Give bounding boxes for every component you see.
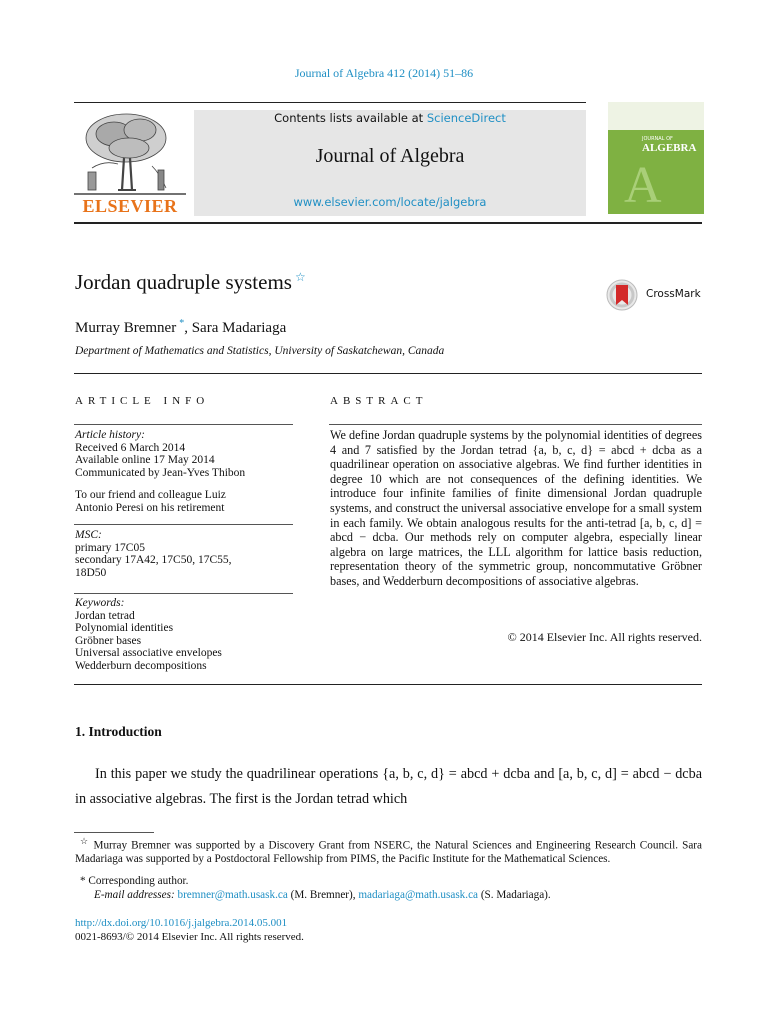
dedication-line: To our friend and colleague Luiz — [75, 489, 226, 501]
article-history — [75, 429, 297, 479]
crossmark-icon — [606, 279, 638, 311]
keywords-section — [75, 597, 297, 672]
keyword-item: Gröbner bases — [75, 634, 142, 647]
elsevier-logo — [74, 108, 186, 216]
affiliation-rule — [74, 373, 702, 374]
available-date: Available online 17 May 2014 — [75, 454, 215, 466]
msc-rule — [74, 524, 293, 525]
keyword-item: Wedderburn decompositions — [75, 659, 207, 672]
funding-footnote — [75, 835, 702, 866]
dedication — [75, 489, 297, 514]
elsevier-tree-icon — [74, 108, 186, 204]
email-footnote — [94, 889, 551, 902]
section-heading-introduction: 1. Introduction — [75, 724, 162, 739]
keyword-item: Polynomial identities — [75, 622, 174, 634]
crossmark-label: CrossMark — [646, 288, 701, 300]
affiliation: Department of Mathematics and Statistics, University of Saskatchewan, Canada — [75, 345, 445, 357]
author-separator: , — [184, 320, 192, 336]
article-title — [75, 270, 306, 295]
article-info-rule — [74, 424, 293, 425]
corresponding-footnote — [80, 875, 188, 888]
corresponding-author-mark[interactable]: * — [179, 318, 185, 329]
front-matter-rule — [74, 684, 702, 685]
title-text: Jordan quadruple systems — [75, 270, 292, 294]
keyword-item: Universal associative envelopes — [75, 647, 222, 659]
corresponding-text: Corresponding author. — [88, 875, 189, 887]
journal-url-link[interactable]: www.elsevier.com/locate/jalgebra — [293, 195, 487, 209]
cover-title-small: JOURNAL OF — [642, 136, 673, 142]
journal-cover — [608, 102, 704, 214]
email-bremner-link[interactable]: bremner@math.usask.ca — [177, 889, 288, 901]
elsevier-wordmark: ELSEVIER — [82, 196, 178, 216]
issn-line: 0021-8693/© 2014 Elsevier Inc. All rights reserved. — [75, 931, 304, 943]
email-bremner-owner: (M. Bremner), — [287, 889, 359, 901]
journal-name: Journal of Algebra — [315, 145, 465, 167]
journal-banner — [194, 110, 586, 216]
email-madariaga-link[interactable]: madariaga@math.usask.ca — [358, 889, 479, 901]
abstract-copyright: © 2014 Elsevier Inc. All rights reserved. — [507, 630, 702, 644]
header-top-rule — [74, 102, 586, 103]
keywords-rule — [74, 593, 293, 594]
cover-letter: A — [624, 157, 662, 214]
msc-section — [75, 529, 297, 579]
email-label: E-mail addresses: — [94, 889, 178, 901]
funding-text: Murray Bremner was supported by a Discovery Grant from NSERC, the Natural Sciences and Engineering Research Council. Sara Madariaga was supported by a Postdoctoral Fellowship from PIMS, the Pacific Institute for the Mathematical Sciences. — [75, 839, 703, 865]
introduction-paragraph: In this paper we study the quadrilinear operations {a, b, c, d} = abcd + dcba and [a, b, c, d] = abcd − dcba in associative algebras. The first is the Jordan tetrad which — [75, 766, 702, 807]
contents-line — [194, 111, 586, 125]
footnote-corr-mark: * — [80, 875, 86, 887]
abstract-text: We define Jordan quadruple systems by the polynomial identities of degrees 4 and 7 satisfied by the Jordan tetrad {a, b, c, d} = abcd + dcba as a quadrilinear operation on associative algebras. We find further identities in degree 10 which are not consequences of the defining identities. We introduce four infinite families of finite dimensional Jordan quadruple systems, and construct the universal associative envelope for a small system in each family. We obtain analogous results for the anti-tetrad [a, b, c, d] = abcd − dcba. Our methods rely on computer algebra, especially linear algebra on large matrices, the LLL algorithm for lattice basis reduction, representation theory of the symmetric group, noncommutative Gröbner bases, and Wedderburn decompositions of associative algebras. — [330, 428, 702, 588]
journal-reference-link[interactable]: Journal of Algebra 412 (2014) 51–86 — [294, 66, 474, 80]
abstract-rule — [329, 424, 702, 425]
cover-top-band — [608, 102, 704, 130]
communicated-by: Communicated by Jean-Yves Thibon — [75, 466, 246, 479]
footnote-star-mark: ☆ — [80, 836, 90, 846]
msc-item: secondary 17A42, 17C50, 17C55, — [75, 554, 232, 566]
msc-label: MSC: — [75, 529, 102, 541]
email-madariaga-owner: (S. Madariaga). — [478, 889, 551, 901]
doi-link[interactable]: http://dx.doi.org/10.1016/j.jalgebra.2014.05.001 — [75, 917, 288, 929]
author-madariaga: Sara Madariaga — [191, 320, 287, 336]
contents-prefix: Contents lists available at — [274, 111, 427, 125]
sciencedirect-link[interactable]: ScienceDirect — [426, 111, 506, 125]
history-label: Article history: — [75, 429, 145, 441]
msc-item: primary 17C05 — [75, 541, 145, 554]
abstract-heading: ABSTRACT — [330, 395, 428, 407]
keywords-label: Keywords: — [75, 597, 125, 609]
msc-item: 18D50 — [75, 566, 107, 579]
authors-line — [75, 318, 286, 337]
cover-title: ALGEBRA — [642, 142, 697, 154]
title-footnote-mark[interactable]: ☆ — [294, 270, 306, 284]
crossmark-button[interactable] — [606, 279, 706, 311]
header-bottom-rule — [74, 222, 702, 224]
dedication-line: Antonio Peresi on his retirement — [75, 501, 225, 514]
footnote-rule — [74, 832, 154, 833]
keyword-item: Jordan tetrad — [75, 609, 135, 622]
author-bremner: Murray Bremner — [75, 320, 177, 336]
article-info-heading: ARTICLE INFO — [75, 395, 210, 407]
received-date: Received 6 March 2014 — [75, 441, 186, 454]
